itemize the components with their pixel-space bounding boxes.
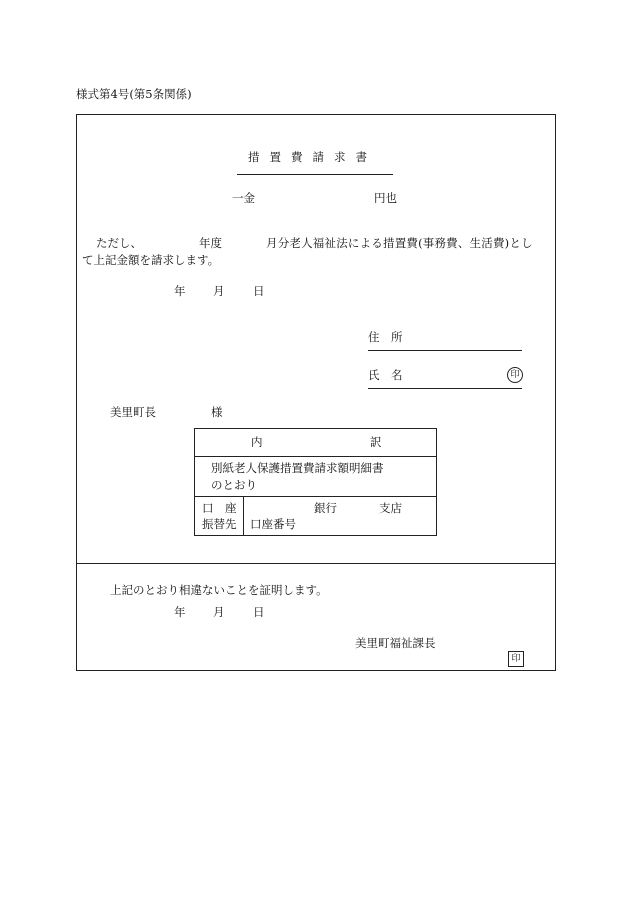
official-seal-icon: 印	[508, 651, 524, 667]
body-indent-text: ただし、	[96, 236, 142, 250]
seal-icon: 印	[507, 367, 523, 383]
breakdown-table	[194, 428, 437, 536]
account-number-label: 口座番号	[250, 517, 296, 531]
account-detail-cell	[244, 497, 437, 536]
breakdown-header-left: 内	[251, 435, 263, 449]
breakdown-detail-line1: 別紙老人保護措置費請求額明細書	[211, 461, 384, 475]
branch-label: 支店	[379, 501, 402, 515]
breakdown-header	[195, 429, 437, 457]
title-underline	[237, 174, 393, 175]
body-year-label: 年度	[199, 236, 222, 250]
address-label: 住 所	[368, 330, 403, 344]
cert-date-day: 日	[253, 605, 265, 619]
name-line	[368, 388, 522, 389]
date-month: 月	[213, 284, 225, 298]
document-title: 措置費請求書	[248, 150, 377, 164]
account-label-line1: 口 座	[202, 501, 237, 515]
addressee-honorific: 様	[211, 405, 223, 419]
form-number-label: 様式第4号(第5条関係)	[76, 87, 192, 101]
account-label-line2: 振替先	[202, 517, 237, 531]
address-line	[368, 350, 522, 351]
bank-label: 銀行	[314, 501, 337, 515]
date-year: 年	[174, 284, 186, 298]
date-day: 日	[253, 284, 265, 298]
amount-suffix: 円也	[374, 191, 397, 205]
breakdown-header-right: 訳	[370, 435, 382, 449]
body-text-line2: て上記金額を請求します。	[82, 253, 220, 267]
amount-prefix: 一金	[232, 191, 255, 205]
certification-divider	[76, 563, 556, 564]
breakdown-detail-line2: のとおり	[211, 478, 257, 492]
account-label-cell	[195, 497, 244, 536]
name-label: 氏 名	[368, 368, 403, 382]
breakdown-detail	[195, 457, 437, 497]
body-text-line1: 月分老人福祉法による措置費(事務費、生活費)とし	[266, 236, 533, 250]
cert-date-year: 年	[174, 605, 186, 619]
cert-date-month: 月	[213, 605, 225, 619]
addressee-name: 美里町長	[110, 405, 156, 419]
certification-text: 上記のとおり相違ないことを証明します。	[110, 583, 328, 597]
certifying-official: 美里町福祉課長	[355, 636, 436, 650]
